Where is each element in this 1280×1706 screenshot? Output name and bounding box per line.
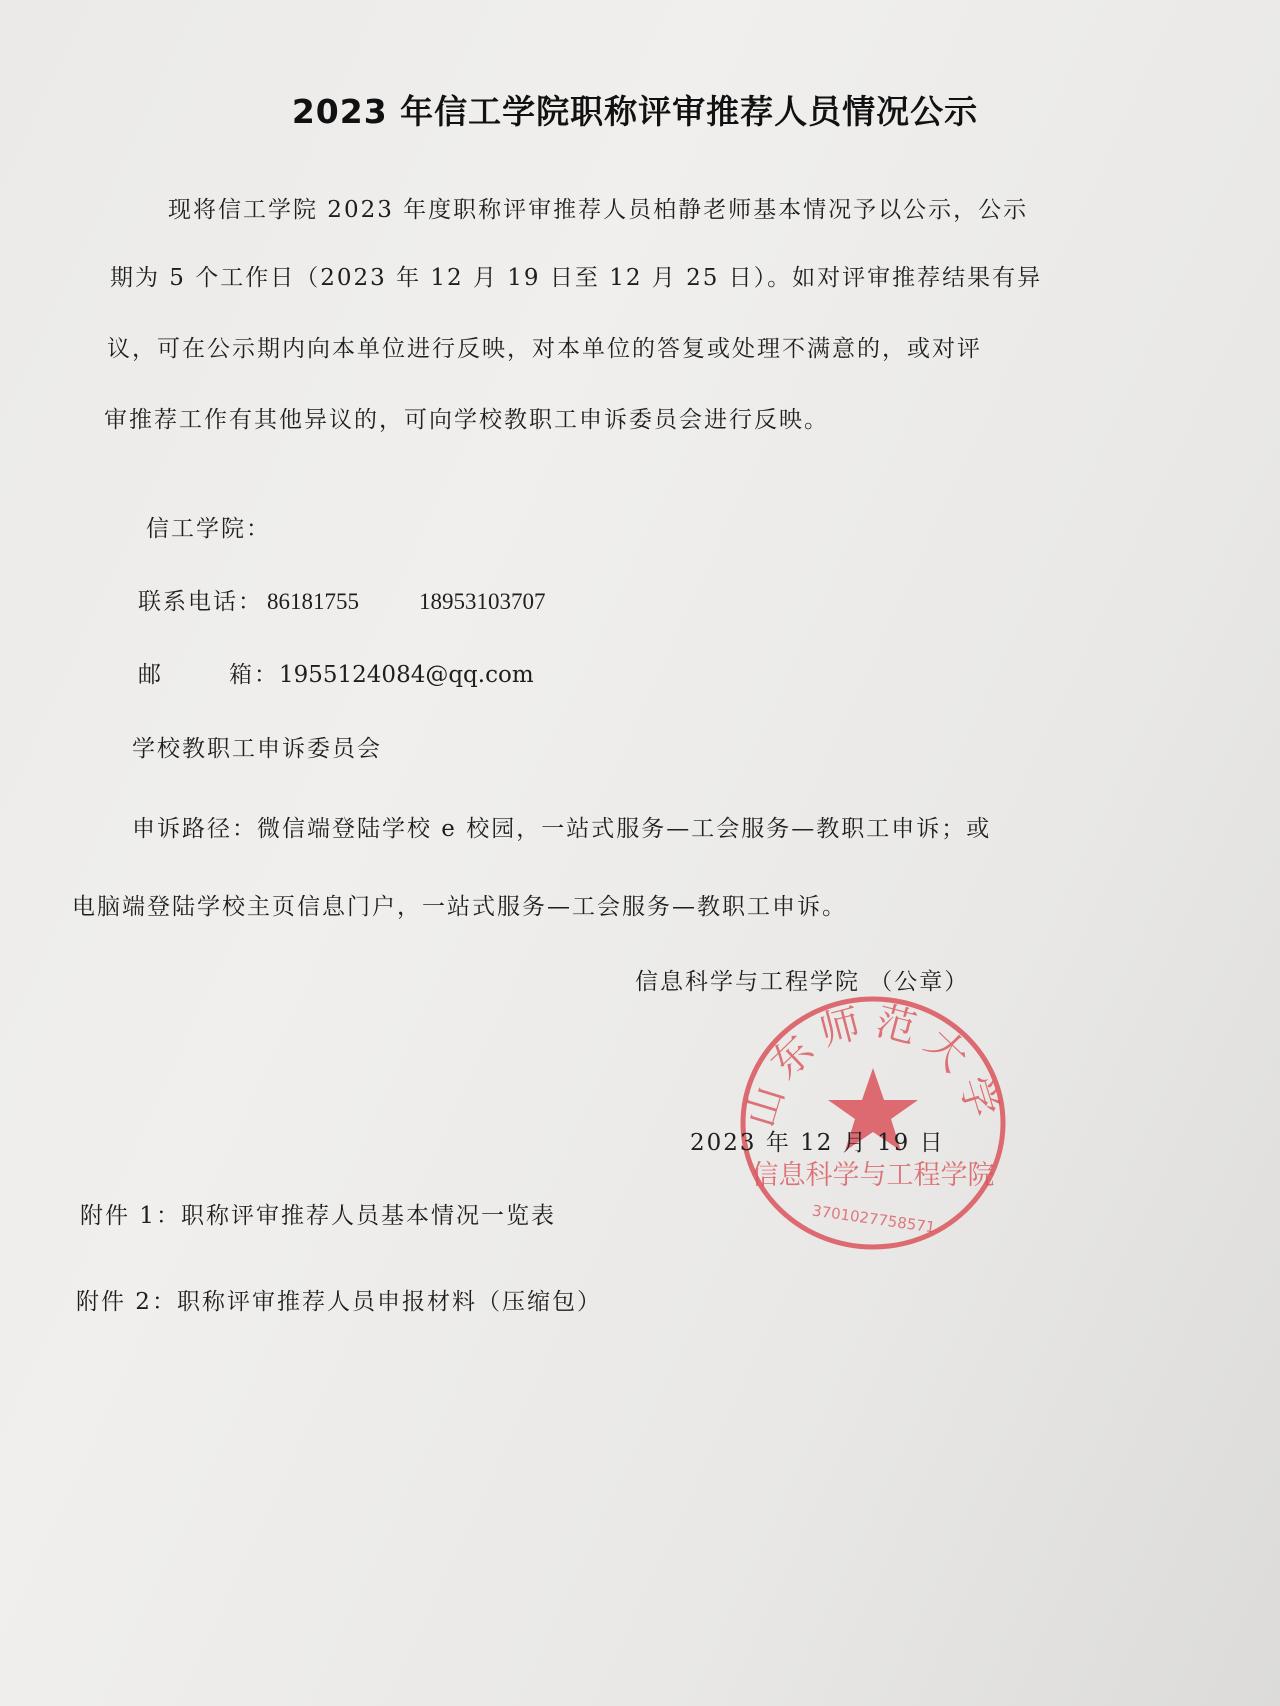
committee-heading: 学校教职工申诉委员会 (132, 736, 382, 762)
seal-upper-text: 山东师范大学 (737, 998, 1009, 1133)
phone-row (138, 583, 546, 616)
email-label-part-2: 箱： (229, 662, 279, 688)
paragraph-line-3: 议，可在公示期内向本单位进行反映，对本单位的答复或处理不满意的，或对评 (107, 336, 982, 362)
paragraph-line-2: 期为 5 个工作日（2023 年 12 月 19 日至 12 月 25 日）。如对评审推荐结果有异 (110, 265, 1043, 291)
official-seal-stamp (728, 988, 1018, 1258)
attachment-1: 附件 1：职称评审推荐人员基本情况一览表 (80, 1203, 556, 1229)
document-title: 2023 年信工学院职称评审推荐人员情况公示 (291, 92, 979, 131)
phone-number-2: 18953103707 (419, 589, 546, 614)
phone-number-1: 86181755 (267, 589, 359, 614)
appeal-route-line-2: 电脑端登陆学校主页信息门户，一站式服务—工会服务—教职工申诉。 (72, 894, 847, 920)
seal-inner-text: 信息科学与工程学院 (751, 1160, 995, 1191)
signature-org: 信息科学与工程学院 （公章） (635, 969, 970, 995)
document-date: 2023 年 12 月 19 日 (690, 1130, 945, 1156)
seal-number-text: 3701027758571 (811, 1201, 937, 1237)
paragraph-line-1: 现将信工学院 2023 年度职称评审推荐人员柏静老师基本情况予以公示，公示 (168, 197, 1029, 223)
email-row (138, 656, 534, 689)
phone-label: 联系电话： (138, 589, 263, 615)
email-address: 1955124084@qq.com (279, 662, 534, 688)
appeal-route-line-1: 申诉路径：微信端登陆学校 e 校园，一站式服务—工会服务—教职工申诉；或 (132, 816, 992, 842)
email-label-part-1: 邮 (138, 662, 163, 688)
paragraph-line-4: 审推荐工作有其他异议的，可向学校教职工申诉委员会进行反映。 (104, 407, 829, 433)
attachment-2: 附件 2：职称评审推荐人员申报材料（压缩包） (76, 1289, 602, 1315)
contact-org: 信工学院： (146, 516, 271, 542)
